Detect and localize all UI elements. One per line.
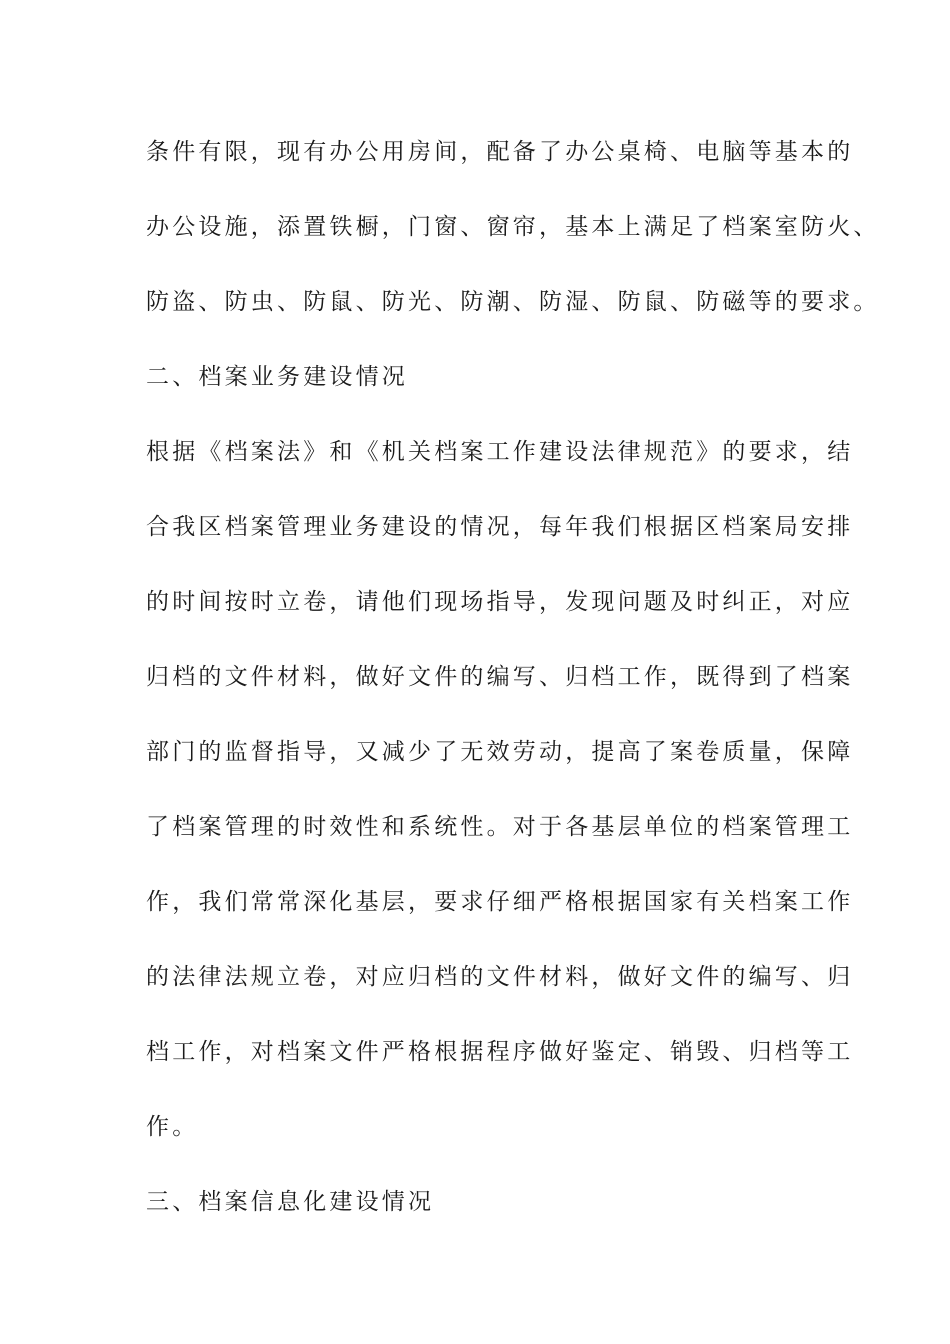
body-text-line: 归档的文件材料，做好文件的编写、归档工作，既得到了档案 bbox=[146, 664, 854, 690]
body-text-line: 的时间按时立卷，请他们现场指导，发现问题及时纠正，对应 bbox=[146, 589, 854, 615]
body-text-line: 合我区档案管理业务建设的情况，每年我们根据区档案局安排 bbox=[146, 514, 854, 540]
body-text-line: 条件有限，现有办公用房间，配备了办公桌椅、电脑等基本的 bbox=[146, 139, 854, 165]
body-text-line: 作，我们常常深化基层，要求仔细严格根据国家有关档案工作 bbox=[146, 889, 854, 915]
body-text-line: 部门的监督指导，又减少了无效劳动，提高了案卷质量，保障 bbox=[146, 739, 854, 765]
body-text-line: 作。 bbox=[146, 1114, 199, 1140]
body-text-line: 档工作，对档案文件严格根据程序做好鉴定、销毁、归档等工 bbox=[146, 1039, 854, 1065]
body-text-line: 办公设施，添置铁橱，门窗、窗帘，基本上满足了档案室防火、 bbox=[146, 214, 880, 240]
section-heading: 三、档案信息化建设情况 bbox=[146, 1189, 435, 1215]
body-text-line: 防盗、防虫、防鼠、防光、防潮、防湿、防鼠、防磁等的要求。 bbox=[146, 289, 880, 315]
section-heading: 二、档案业务建设情况 bbox=[146, 364, 408, 390]
body-text-line: 的法律法规立卷，对应归档的文件材料，做好文件的编写、归 bbox=[146, 964, 854, 990]
body-text-line: 根据《档案法》和《机关档案工作建设法律规范》的要求，结 bbox=[146, 439, 854, 465]
body-text-line: 了档案管理的时效性和系统性。对于各基层单位的档案管理工 bbox=[146, 814, 854, 840]
